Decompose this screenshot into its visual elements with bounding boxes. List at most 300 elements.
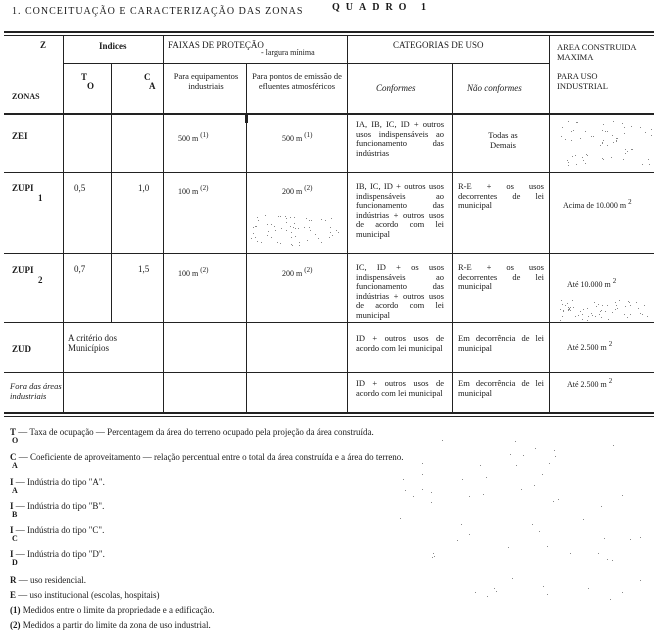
speckle — [318, 238, 319, 239]
speckle — [630, 314, 631, 315]
speckle — [624, 314, 625, 315]
speckle — [325, 220, 326, 221]
speckle — [487, 596, 488, 597]
speckle — [615, 302, 616, 303]
zona-name: Fora das áreas industriais — [10, 381, 62, 401]
speckle — [647, 316, 648, 317]
speckle — [523, 455, 524, 456]
row-divider-2 — [4, 253, 654, 254]
to-value: 0,5 — [74, 183, 86, 193]
speckle — [294, 223, 295, 224]
speckle — [602, 130, 603, 131]
speckle — [496, 591, 497, 592]
nao-conformes-cell: Em decorrência de lei municipal — [458, 378, 544, 398]
speckle — [510, 454, 511, 455]
col-line-5 — [347, 35, 348, 413]
head-z: Z — [40, 40, 47, 50]
categorias-sub-rule — [348, 63, 549, 64]
speckle — [595, 316, 596, 317]
speckle — [295, 236, 296, 237]
speckle — [617, 138, 618, 139]
speckle — [631, 149, 632, 150]
speckle — [542, 474, 543, 475]
speckle — [571, 131, 572, 132]
col-line-2 — [111, 63, 112, 323]
speckle — [623, 159, 624, 160]
legend-text: — Coeficiente de aproveitamento — relação percentual entre o total da área construída e a área do terreno. — [18, 452, 404, 462]
speckle — [622, 495, 623, 496]
speckle — [275, 230, 276, 231]
speckle — [292, 245, 293, 246]
speckle — [651, 135, 652, 136]
conformes-cell: IA, IB, IC, ID + outros usos indispensáveis ao funcionamento das indústrias — [356, 119, 444, 158]
faixa1-value — [178, 131, 209, 144]
speckle — [532, 524, 533, 525]
speckle — [600, 145, 601, 146]
speckle — [332, 235, 333, 236]
speckle — [253, 233, 254, 234]
conformes-cell: ID + outros usos de acordo com lei municipal — [356, 378, 444, 398]
area-value — [567, 377, 613, 390]
speckle — [619, 300, 620, 301]
speckle — [605, 311, 606, 312]
legend-sub: B — [12, 510, 18, 519]
speckle — [431, 502, 432, 503]
speckle — [575, 155, 576, 156]
speckle — [321, 219, 322, 220]
speckle — [549, 463, 550, 464]
legend-text: — uso residencial. — [18, 575, 86, 585]
speckle — [483, 494, 484, 495]
legend-symbol: T — [10, 427, 17, 437]
legend-symbol: (1) — [10, 605, 21, 615]
speckle — [642, 314, 643, 315]
head-indices: Indices — [99, 41, 127, 51]
legend-item — [10, 427, 374, 445]
speckle — [608, 319, 609, 320]
speckle — [257, 241, 258, 242]
speckle — [611, 157, 612, 158]
area-sup: 2 — [612, 277, 617, 285]
speckle — [569, 309, 570, 310]
speckle — [599, 314, 600, 315]
quadro-label: QUADRO 1 — [332, 2, 432, 13]
legend-item — [10, 605, 214, 615]
faixa2-text: 200 m — [282, 269, 303, 278]
speckle — [255, 237, 256, 238]
head-divider — [4, 113, 654, 115]
legend-item — [10, 590, 160, 600]
speckle — [290, 226, 291, 227]
speckle — [625, 149, 626, 150]
ca-value: 1,5 — [138, 264, 150, 274]
head-conformes: Conformes — [376, 83, 416, 93]
speckle — [603, 140, 604, 141]
legend-symbol: I — [10, 477, 14, 487]
speckle — [605, 131, 606, 132]
speckle — [330, 232, 331, 233]
head-faixas-col1: Para equipamentos industriais — [173, 71, 239, 91]
legend-item — [10, 452, 404, 470]
speckle — [571, 140, 572, 141]
speckle — [638, 308, 639, 309]
speckle — [469, 534, 470, 535]
speckle — [622, 592, 623, 593]
area-sup: 2 — [628, 198, 632, 206]
speckle — [543, 586, 544, 587]
speckle — [299, 245, 300, 246]
speckle — [568, 165, 569, 166]
speckle — [554, 450, 555, 451]
col-line-7 — [549, 35, 550, 413]
conformes-cell: IB, IC, ID + outros usos indispensáveis ao funcionamento das indústrias + outros usos de acordo com lei municipal — [356, 181, 444, 239]
speckle — [594, 302, 595, 303]
speckle — [422, 463, 423, 464]
faixa2-sup: (2) — [304, 184, 313, 192]
speckle — [575, 316, 576, 317]
area-value — [563, 198, 632, 211]
speckle — [329, 237, 330, 238]
faixa1-text: 100 m — [178, 187, 199, 196]
speckle — [561, 300, 562, 301]
speckle — [486, 477, 487, 478]
faixa2-sup: (1) — [304, 131, 313, 139]
speckle — [534, 485, 535, 486]
speckle — [603, 159, 604, 160]
speckle — [306, 218, 307, 219]
area-value — [567, 340, 613, 353]
area-sup: 2 — [608, 377, 613, 385]
row-divider-3 — [4, 322, 654, 323]
nao-conformes-cell: Todas as Demais — [488, 130, 518, 150]
legend-sub: D — [12, 558, 18, 567]
speckle — [560, 309, 561, 310]
speckle — [560, 320, 561, 321]
zona-name: ZEI — [12, 131, 28, 141]
speckle — [255, 226, 256, 227]
legend-text: — Indústria do tipo "B". — [15, 501, 105, 511]
col-line-3 — [163, 35, 164, 413]
legend-symbol: R — [10, 575, 17, 585]
speckle — [280, 243, 281, 244]
speckle — [598, 304, 599, 305]
speckle — [612, 135, 613, 136]
speckle — [602, 142, 603, 143]
speckle — [561, 136, 562, 137]
faixa2-value — [282, 184, 313, 197]
speckle — [567, 303, 568, 304]
legend-text: — Indústria do tipo "C". — [15, 525, 105, 535]
speckle — [400, 518, 401, 519]
speckle — [649, 164, 650, 165]
faixa2-text: 500 m — [282, 134, 303, 143]
speckle — [285, 216, 286, 217]
legend-symbol: I — [10, 549, 14, 559]
speckle — [299, 242, 300, 243]
speckle — [256, 226, 257, 227]
speckle — [336, 230, 337, 231]
legend-item — [10, 575, 86, 585]
speckle — [587, 155, 588, 156]
speckle — [582, 319, 583, 320]
speckle — [555, 456, 556, 457]
speckle — [265, 215, 266, 216]
speckle — [422, 474, 423, 475]
speckle — [309, 227, 310, 228]
zona-name: ZUPI — [12, 265, 34, 275]
speckle — [535, 448, 536, 449]
speckle — [274, 226, 275, 227]
speckle — [280, 216, 281, 217]
speckle — [338, 232, 339, 233]
faixa2-value — [282, 131, 313, 144]
head-area-sub: PARA USO INDUSTRIAL — [557, 71, 608, 91]
speckle — [607, 559, 608, 560]
legend-item — [10, 620, 211, 630]
speckle — [413, 496, 414, 497]
legend-text: Medidos entre o limite da propriedade e a edificação. — [22, 605, 215, 615]
speckle — [512, 578, 513, 579]
col-line-6 — [452, 63, 453, 413]
speckle — [640, 127, 641, 128]
speckle — [315, 234, 316, 235]
zona-name: ZUPI — [12, 183, 34, 193]
faixa2-text: 200 m — [282, 187, 303, 196]
legend-text: Medidos a partir do limite da zona de uso industrial. — [22, 620, 211, 630]
speckle — [567, 160, 568, 161]
speckle — [607, 145, 608, 146]
legend-sub: A — [12, 486, 18, 495]
speckle — [632, 149, 633, 150]
speckle — [516, 465, 517, 466]
head-faixas-sub: - largura mínima — [261, 48, 315, 57]
speckle — [616, 141, 617, 142]
speckle — [624, 133, 625, 134]
speckle — [562, 316, 563, 317]
head-to-sub: O — [87, 81, 95, 91]
speckle — [636, 302, 637, 303]
legend-symbol: (2) — [10, 620, 21, 630]
speckle — [508, 547, 509, 548]
speckle — [603, 124, 604, 125]
speckle — [304, 227, 305, 228]
speckle — [601, 506, 602, 507]
speckle — [612, 312, 613, 313]
speckle — [251, 238, 252, 239]
speckle — [286, 222, 287, 223]
faixa2-sup: (2) — [304, 266, 313, 274]
speckle — [291, 232, 292, 233]
row-divider-1 — [4, 172, 654, 173]
speckle — [588, 316, 589, 317]
faixa1-sup: (2) — [200, 266, 209, 274]
speckle — [286, 230, 287, 231]
speckle — [563, 311, 564, 312]
faixa1-value — [178, 266, 209, 279]
speckle — [277, 242, 278, 243]
speckle — [587, 308, 588, 309]
table-top-rule-2 — [4, 35, 654, 36]
speckle — [286, 218, 287, 219]
legend-sub: O — [12, 436, 19, 445]
area-text: Até 10.000 m — [567, 280, 611, 289]
row-divider-4 — [4, 372, 654, 373]
indices-sub-rule — [63, 63, 163, 64]
speckle — [570, 307, 571, 308]
speckle — [294, 217, 295, 218]
head-categorias: CATEGORIAS DE USO — [393, 40, 484, 50]
speckle — [601, 310, 602, 311]
speckle — [644, 305, 645, 306]
speckle — [565, 139, 566, 140]
speckle — [578, 315, 579, 316]
speckle — [572, 156, 573, 157]
speckle — [601, 317, 602, 318]
speckle — [613, 121, 614, 122]
conformes-cell: ID + outros usos de acordo com lei municipal — [356, 333, 444, 353]
speckle — [583, 309, 584, 310]
to-value: 0,7 — [74, 264, 86, 274]
speckle — [572, 300, 573, 301]
speckle — [267, 235, 268, 236]
speckle — [576, 122, 577, 123]
speckle — [562, 127, 563, 128]
speckle — [580, 311, 581, 312]
speckle — [582, 157, 583, 158]
legend-sub: A — [12, 461, 18, 470]
speckle — [547, 546, 548, 547]
speckle — [592, 315, 593, 316]
speckle — [591, 136, 592, 137]
faixa1-sup: (2) — [200, 184, 209, 192]
speckle — [321, 242, 322, 243]
speckle — [568, 162, 569, 163]
speckle — [521, 489, 522, 490]
speckle — [576, 164, 577, 165]
speckle — [582, 314, 583, 315]
speckle — [562, 304, 563, 305]
speckle — [457, 540, 458, 541]
speckle — [330, 227, 331, 228]
legend-item — [10, 477, 105, 495]
speckle — [570, 310, 571, 311]
speckle — [480, 465, 481, 466]
speckle — [494, 588, 495, 589]
legend-item — [10, 525, 105, 543]
speckle — [553, 501, 554, 502]
speckle — [583, 519, 584, 520]
speckle — [593, 136, 594, 137]
speckle — [630, 539, 631, 540]
legend-text: — uso institucional (escolas, hospitais) — [18, 590, 160, 600]
speckle — [645, 132, 646, 133]
speckle — [607, 305, 608, 306]
speckle — [631, 126, 632, 127]
conformes-cell: IC, ID + os usos indispensáveis ao funcionamento das indústrias + outros usos de acordo com lei municipal — [356, 262, 444, 320]
speckle — [434, 556, 435, 557]
legend-item — [10, 501, 105, 519]
speckle — [642, 164, 643, 165]
zona-num: 1 — [38, 193, 43, 203]
zona-num: 2 — [38, 275, 43, 285]
speckle — [422, 489, 423, 490]
speckle — [257, 217, 258, 218]
speckle — [625, 306, 626, 307]
head-area: AREA CONSTRUIDA MAXIMA — [557, 42, 637, 62]
speckle — [405, 490, 406, 491]
area-value — [567, 277, 617, 290]
speckle — [622, 123, 623, 124]
faixa1-text: 500 m — [178, 134, 199, 143]
speckle — [617, 308, 618, 309]
head-faixas: FAIXAS DE PROTEÇÃO — [168, 40, 264, 50]
speckle — [625, 153, 626, 154]
speckle — [515, 441, 516, 442]
speckle — [596, 306, 597, 307]
speckle — [331, 218, 332, 219]
area-text: Acima de 10.000 m — [563, 201, 627, 210]
ink-mark — [245, 113, 248, 123]
speckle — [568, 310, 569, 311]
speckle — [290, 217, 291, 218]
speckle — [616, 305, 617, 306]
speckle — [624, 127, 625, 128]
speckle — [640, 537, 641, 538]
speckle — [291, 237, 292, 238]
speckle — [293, 227, 294, 228]
speckle — [539, 531, 540, 532]
speckle — [613, 142, 614, 143]
speckle — [573, 307, 574, 308]
speckle — [604, 538, 605, 539]
legend-item — [10, 549, 105, 567]
speckle — [588, 588, 589, 589]
ca-value: 1,0 — [138, 183, 150, 193]
speckle — [311, 220, 312, 221]
speckle — [610, 599, 611, 600]
faixa1-sup: (1) — [200, 131, 209, 139]
speckle — [570, 553, 571, 554]
faixa2-value — [282, 266, 313, 279]
head-ca-sub: A — [149, 81, 156, 91]
nao-conformes-cell: R-E + os usos decorrentes de lei municipal — [458, 262, 544, 291]
speckle — [433, 553, 434, 554]
speckle — [307, 240, 308, 241]
speckle — [565, 305, 566, 306]
head-faixas-col2: Para pontos de emissão de efluentes atmosféricos — [252, 71, 342, 91]
speckle — [558, 499, 559, 500]
zona-name: ZUD — [12, 344, 32, 354]
area-text: Até 2.500 m — [567, 343, 607, 352]
faixa1-text: 100 m — [178, 269, 199, 278]
speckle — [612, 560, 613, 561]
faixas-sub-rule — [163, 63, 347, 64]
table-top-rule — [4, 31, 654, 33]
legend-text: — Indústria do tipo "D". — [15, 549, 105, 559]
speckle — [268, 231, 269, 232]
table-bottom-rule-2 — [4, 416, 654, 417]
speckle — [462, 479, 463, 480]
section-title: 1. CONCEITUAÇÃO E CARACTERIZAÇÃO DAS ZONAS — [12, 6, 304, 17]
speckle — [585, 163, 586, 164]
legend-text: — Taxa de ocupação — Percentagem da área do terreno ocupado pela projeção da área construída. — [18, 427, 374, 437]
table-bottom-rule — [4, 412, 654, 414]
speckle — [598, 553, 599, 554]
legend-symbol: I — [10, 501, 14, 511]
head-ca: C — [144, 72, 151, 82]
legend-symbol: E — [10, 590, 17, 600]
faixa1-value — [178, 184, 209, 197]
